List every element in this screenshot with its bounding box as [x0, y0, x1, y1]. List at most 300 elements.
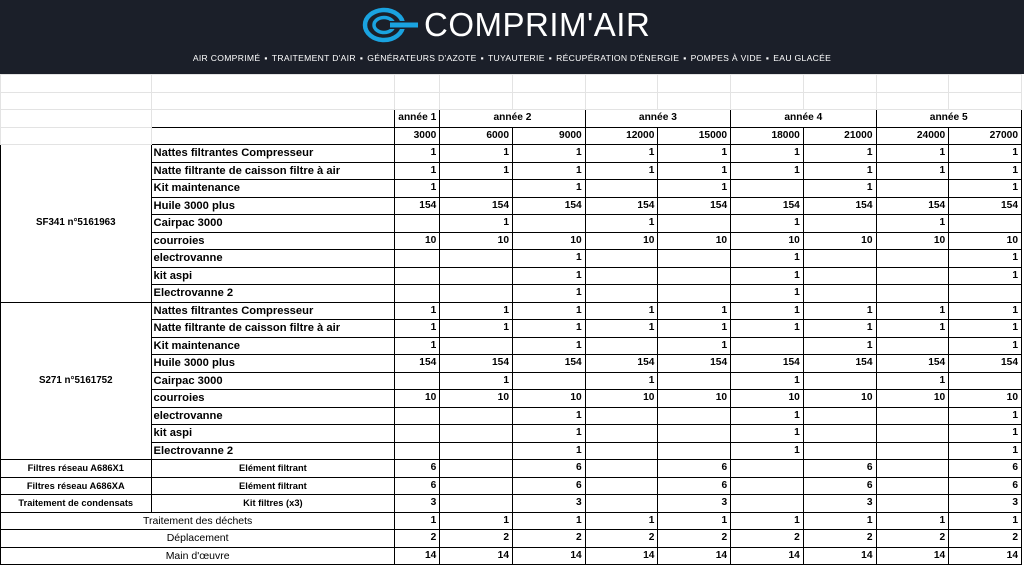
- value-cell: 6: [803, 477, 876, 495]
- table-row: [1, 232, 1022, 250]
- service-label: Déplacement: [1, 530, 395, 548]
- value-cell: 1: [876, 162, 949, 180]
- value-cell: 1: [876, 302, 949, 320]
- brand-name: COMPRIM'AIR: [424, 6, 651, 43]
- item-label: courroies: [151, 232, 395, 250]
- value-cell: 14: [658, 547, 731, 565]
- hours-header: 6000: [440, 127, 513, 145]
- value-cell: [731, 180, 804, 198]
- nav-link-service[interactable]: TRAITEMENT D'AIR: [271, 53, 356, 63]
- value-cell: 2: [803, 530, 876, 548]
- nav-link-service[interactable]: RÉCUPÉRATION D'ÉNERGIE: [556, 53, 680, 63]
- value-cell: [658, 267, 731, 285]
- services-nav: [0, 53, 1024, 63]
- value-cell: [876, 477, 949, 495]
- value-cell: 10: [876, 390, 949, 408]
- nav-separator: ▪: [264, 53, 268, 63]
- nav-separator: ▪: [683, 53, 687, 63]
- value-cell: 1: [949, 145, 1022, 163]
- value-cell: 10: [803, 390, 876, 408]
- value-cell: 1: [731, 250, 804, 268]
- value-cell: 1: [803, 145, 876, 163]
- value-cell: [731, 337, 804, 355]
- table-row: [1, 372, 1022, 390]
- equipment-name: SF341 n°5161963: [1, 145, 152, 303]
- item-label: kit aspi: [151, 267, 395, 285]
- value-cell: [803, 285, 876, 303]
- empty-cell: [440, 75, 513, 93]
- value-cell: 1: [658, 320, 731, 338]
- value-cell: [731, 460, 804, 478]
- value-cell: [440, 250, 513, 268]
- table-row: [1, 180, 1022, 198]
- value-cell: [658, 215, 731, 233]
- nav-separator: ▪: [765, 53, 770, 63]
- value-cell: [803, 407, 876, 425]
- value-cell: 154: [803, 355, 876, 373]
- item-label: Huile 3000 plus: [151, 355, 395, 373]
- empty-cell: [1, 110, 152, 128]
- table-row: [1, 547, 1022, 565]
- value-cell: [585, 460, 658, 478]
- value-cell: 1: [803, 180, 876, 198]
- filter-item: Elément filtrant: [151, 460, 395, 478]
- value-cell: [395, 215, 440, 233]
- value-cell: 1: [876, 512, 949, 530]
- value-cell: 3: [803, 495, 876, 513]
- value-cell: 1: [395, 337, 440, 355]
- value-cell: 1: [658, 180, 731, 198]
- value-cell: [876, 407, 949, 425]
- item-label: Natte filtrante de caisson filtre à air: [151, 320, 395, 338]
- item-label: courroies: [151, 390, 395, 408]
- value-cell: 10: [513, 232, 586, 250]
- item-label: Nattes filtrantes Compresseur: [151, 145, 395, 163]
- value-cell: [395, 372, 440, 390]
- value-cell: 1: [876, 320, 949, 338]
- filter-name: Traitement de condensats: [1, 495, 152, 513]
- year-header: année 3: [585, 110, 730, 128]
- item-label: Huile 3000 plus: [151, 197, 395, 215]
- value-cell: [585, 425, 658, 443]
- item-label: Kit maintenance: [151, 337, 395, 355]
- value-cell: [658, 442, 731, 460]
- empty-cell: [1, 92, 152, 110]
- value-cell: [513, 372, 586, 390]
- year-header: année 1: [395, 110, 440, 128]
- value-cell: 1: [803, 512, 876, 530]
- value-cell: 2: [949, 530, 1022, 548]
- value-cell: 1: [876, 145, 949, 163]
- value-cell: 1: [585, 162, 658, 180]
- value-cell: 1: [949, 320, 1022, 338]
- value-cell: 1: [731, 267, 804, 285]
- value-cell: [395, 407, 440, 425]
- value-cell: [395, 250, 440, 268]
- value-cell: 1: [731, 512, 804, 530]
- value-cell: 1: [949, 442, 1022, 460]
- brand-logo[interactable]: [362, 6, 650, 44]
- value-cell: 1: [731, 372, 804, 390]
- value-cell: [585, 250, 658, 268]
- value-cell: 1: [803, 337, 876, 355]
- value-cell: 10: [395, 390, 440, 408]
- value-cell: 1: [440, 320, 513, 338]
- table-row: [1, 145, 1022, 163]
- value-cell: 154: [949, 197, 1022, 215]
- value-cell: 1: [585, 145, 658, 163]
- value-cell: 3: [658, 495, 731, 513]
- value-cell: 1: [731, 320, 804, 338]
- empty-cell: [585, 75, 658, 93]
- item-label: Natte filtrante de caisson filtre à air: [151, 162, 395, 180]
- value-cell: 154: [585, 197, 658, 215]
- value-cell: 1: [731, 215, 804, 233]
- empty-cell: [731, 75, 804, 93]
- hours-header-row: [1, 127, 1022, 145]
- nav-link-service[interactable]: GÉNÉRATEURS D'AZOTE: [367, 53, 477, 63]
- hours-header: 15000: [658, 127, 731, 145]
- value-cell: 1: [513, 267, 586, 285]
- value-cell: 1: [395, 302, 440, 320]
- value-cell: 1: [513, 337, 586, 355]
- value-cell: [876, 442, 949, 460]
- value-cell: [876, 425, 949, 443]
- value-cell: 1: [949, 425, 1022, 443]
- value-cell: [585, 477, 658, 495]
- value-cell: [658, 372, 731, 390]
- filter-item: Elément filtrant: [151, 477, 395, 495]
- item-label: Cairpac 3000: [151, 372, 395, 390]
- value-cell: 1: [513, 320, 586, 338]
- value-cell: 10: [876, 232, 949, 250]
- value-cell: 6: [658, 477, 731, 495]
- value-cell: [513, 215, 586, 233]
- value-cell: [876, 460, 949, 478]
- value-cell: 10: [440, 232, 513, 250]
- table-row: [1, 337, 1022, 355]
- value-cell: 10: [731, 232, 804, 250]
- value-cell: 154: [949, 355, 1022, 373]
- nav-link-service[interactable]: EAU GLACÉE: [773, 53, 832, 63]
- value-cell: [876, 337, 949, 355]
- table-row: [1, 390, 1022, 408]
- value-cell: [440, 477, 513, 495]
- value-cell: 14: [803, 547, 876, 565]
- value-cell: 1: [949, 512, 1022, 530]
- value-cell: [876, 495, 949, 513]
- empty-cell: [876, 75, 949, 93]
- value-cell: 154: [395, 197, 440, 215]
- comprimair-logo-icon: [362, 6, 420, 44]
- nav-link-service[interactable]: TUYAUTERIE: [487, 53, 545, 63]
- table-row: [1, 355, 1022, 373]
- value-cell: 10: [585, 390, 658, 408]
- value-cell: 2: [731, 530, 804, 548]
- value-cell: 1: [949, 407, 1022, 425]
- value-cell: 2: [876, 530, 949, 548]
- value-cell: 1: [949, 337, 1022, 355]
- value-cell: [949, 215, 1022, 233]
- value-cell: [803, 215, 876, 233]
- item-label: Electrovanne 2: [151, 285, 395, 303]
- value-cell: 1: [803, 320, 876, 338]
- empty-cell: [658, 75, 731, 93]
- value-cell: [803, 372, 876, 390]
- hours-header: 12000: [585, 127, 658, 145]
- table-row: [1, 512, 1022, 530]
- value-cell: 14: [440, 547, 513, 565]
- value-cell: 6: [949, 460, 1022, 478]
- value-cell: 10: [949, 232, 1022, 250]
- value-cell: 1: [395, 180, 440, 198]
- value-cell: [585, 285, 658, 303]
- value-cell: 154: [440, 197, 513, 215]
- value-cell: 10: [440, 390, 513, 408]
- value-cell: 1: [513, 250, 586, 268]
- table-row: [1, 460, 1022, 478]
- empty-cell: [658, 92, 731, 110]
- value-cell: 1: [949, 162, 1022, 180]
- table-row: [1, 442, 1022, 460]
- item-label: Nattes filtrantes Compresseur: [151, 302, 395, 320]
- value-cell: 1: [585, 320, 658, 338]
- hours-header: 9000: [513, 127, 586, 145]
- value-cell: 6: [513, 460, 586, 478]
- value-cell: 1: [658, 302, 731, 320]
- value-cell: [440, 460, 513, 478]
- value-cell: 14: [876, 547, 949, 565]
- value-cell: 1: [803, 302, 876, 320]
- value-cell: 1: [658, 512, 731, 530]
- value-cell: [876, 250, 949, 268]
- value-cell: [876, 267, 949, 285]
- value-cell: 10: [658, 232, 731, 250]
- value-cell: 14: [949, 547, 1022, 565]
- value-cell: 1: [440, 512, 513, 530]
- hours-header: 21000: [803, 127, 876, 145]
- value-cell: 1: [440, 145, 513, 163]
- value-cell: [585, 337, 658, 355]
- value-cell: 2: [395, 530, 440, 548]
- value-cell: [440, 285, 513, 303]
- nav-separator: ▪: [359, 53, 364, 63]
- table-row: [1, 530, 1022, 548]
- item-label: electrovanne: [151, 407, 395, 425]
- value-cell: [876, 285, 949, 303]
- value-cell: 1: [876, 372, 949, 390]
- value-cell: 1: [585, 302, 658, 320]
- value-cell: [395, 285, 440, 303]
- empty-cell: [151, 75, 395, 93]
- value-cell: [440, 337, 513, 355]
- value-cell: [731, 477, 804, 495]
- value-cell: 154: [395, 355, 440, 373]
- table-row: [1, 197, 1022, 215]
- value-cell: [803, 442, 876, 460]
- value-cell: 1: [440, 162, 513, 180]
- year-header: année 5: [876, 110, 1021, 128]
- value-cell: 1: [513, 302, 586, 320]
- value-cell: [658, 250, 731, 268]
- value-cell: 1: [395, 320, 440, 338]
- filter-name: Filtres réseau A686XA: [1, 477, 152, 495]
- value-cell: 1: [731, 145, 804, 163]
- value-cell: 1: [949, 302, 1022, 320]
- value-cell: 2: [585, 530, 658, 548]
- item-label: electrovanne: [151, 250, 395, 268]
- table-row: [1, 477, 1022, 495]
- value-cell: 1: [513, 425, 586, 443]
- value-cell: [395, 425, 440, 443]
- value-cell: 2: [658, 530, 731, 548]
- service-label: Main d'œuvre: [1, 547, 395, 565]
- value-cell: 1: [440, 372, 513, 390]
- value-cell: 1: [803, 162, 876, 180]
- empty-cell: [440, 92, 513, 110]
- value-cell: 1: [658, 145, 731, 163]
- value-cell: 14: [513, 547, 586, 565]
- value-cell: 154: [876, 355, 949, 373]
- value-cell: 1: [731, 285, 804, 303]
- value-cell: 1: [395, 145, 440, 163]
- value-cell: [585, 180, 658, 198]
- nav-link-service[interactable]: POMPES À VIDE: [690, 53, 762, 63]
- table-row: [1, 495, 1022, 513]
- filter-item: Kit filtres (x3): [151, 495, 395, 513]
- year-header-row: [1, 110, 1022, 128]
- site-header: [0, 0, 1024, 74]
- value-cell: 1: [731, 407, 804, 425]
- value-cell: [395, 267, 440, 285]
- table-row: [1, 215, 1022, 233]
- empty-cell: [949, 75, 1022, 93]
- table-row: [1, 285, 1022, 303]
- value-cell: [440, 267, 513, 285]
- empty-cell: [1, 127, 152, 145]
- value-cell: 154: [731, 197, 804, 215]
- value-cell: [395, 442, 440, 460]
- value-cell: 1: [949, 250, 1022, 268]
- value-cell: 10: [585, 232, 658, 250]
- value-cell: 1: [731, 425, 804, 443]
- empty-cell: [803, 92, 876, 110]
- value-cell: 1: [395, 162, 440, 180]
- value-cell: [440, 180, 513, 198]
- value-cell: 3: [513, 495, 586, 513]
- value-cell: 1: [440, 302, 513, 320]
- empty-cell: [949, 92, 1022, 110]
- hours-header: 24000: [876, 127, 949, 145]
- empty-cell: [876, 92, 949, 110]
- value-cell: [585, 267, 658, 285]
- maintenance-table: [0, 74, 1022, 565]
- year-header: année 2: [440, 110, 585, 128]
- value-cell: 6: [803, 460, 876, 478]
- value-cell: 1: [731, 302, 804, 320]
- value-cell: 14: [395, 547, 440, 565]
- blank-row: [1, 75, 1022, 93]
- value-cell: [949, 285, 1022, 303]
- value-cell: [803, 425, 876, 443]
- value-cell: 154: [440, 355, 513, 373]
- hours-header: 18000: [731, 127, 804, 145]
- value-cell: [585, 442, 658, 460]
- item-label: Cairpac 3000: [151, 215, 395, 233]
- empty-cell: [585, 92, 658, 110]
- value-cell: 1: [513, 285, 586, 303]
- service-label: Traitement des déchets: [1, 512, 395, 530]
- table-row: [1, 425, 1022, 443]
- value-cell: 1: [395, 512, 440, 530]
- table-row: [1, 302, 1022, 320]
- value-cell: 1: [731, 162, 804, 180]
- table-row: [1, 267, 1022, 285]
- value-cell: 2: [513, 530, 586, 548]
- item-label: Electrovanne 2: [151, 442, 395, 460]
- value-cell: 1: [513, 442, 586, 460]
- empty-cell: [151, 92, 395, 110]
- table-row: [1, 162, 1022, 180]
- value-cell: 1: [513, 512, 586, 530]
- value-cell: 154: [513, 197, 586, 215]
- value-cell: [658, 285, 731, 303]
- value-cell: 6: [395, 477, 440, 495]
- item-label: Kit maintenance: [151, 180, 395, 198]
- value-cell: 3: [949, 495, 1022, 513]
- value-cell: 1: [876, 215, 949, 233]
- value-cell: 1: [513, 407, 586, 425]
- value-cell: [658, 425, 731, 443]
- value-cell: [585, 407, 658, 425]
- empty-cell: [731, 92, 804, 110]
- value-cell: 154: [658, 197, 731, 215]
- value-cell: 6: [949, 477, 1022, 495]
- value-cell: 154: [658, 355, 731, 373]
- maintenance-spreadsheet: [0, 74, 1024, 562]
- value-cell: 6: [513, 477, 586, 495]
- value-cell: [440, 495, 513, 513]
- value-cell: 6: [658, 460, 731, 478]
- equipment-name: S271 n°5161752: [1, 302, 152, 460]
- value-cell: 1: [658, 337, 731, 355]
- value-cell: 1: [585, 372, 658, 390]
- hours-header: 27000: [949, 127, 1022, 145]
- empty-cell: [513, 92, 586, 110]
- nav-link-service[interactable]: AIR COMPRIMÉ: [192, 53, 261, 63]
- item-label: kit aspi: [151, 425, 395, 443]
- empty-cell: [151, 110, 395, 128]
- value-cell: 1: [513, 162, 586, 180]
- filter-name: Filtres réseau A686X1: [1, 460, 152, 478]
- value-cell: 1: [513, 180, 586, 198]
- empty-cell: [395, 75, 440, 93]
- value-cell: [585, 495, 658, 513]
- nav-separator: ▪: [548, 53, 553, 63]
- value-cell: 1: [949, 267, 1022, 285]
- table-row: [1, 407, 1022, 425]
- year-header: année 4: [731, 110, 876, 128]
- value-cell: [876, 180, 949, 198]
- value-cell: [440, 407, 513, 425]
- value-cell: 154: [585, 355, 658, 373]
- value-cell: 10: [513, 390, 586, 408]
- value-cell: 1: [585, 215, 658, 233]
- value-cell: 10: [731, 390, 804, 408]
- value-cell: [949, 372, 1022, 390]
- nav-separator: ▪: [480, 53, 484, 63]
- value-cell: 1: [658, 162, 731, 180]
